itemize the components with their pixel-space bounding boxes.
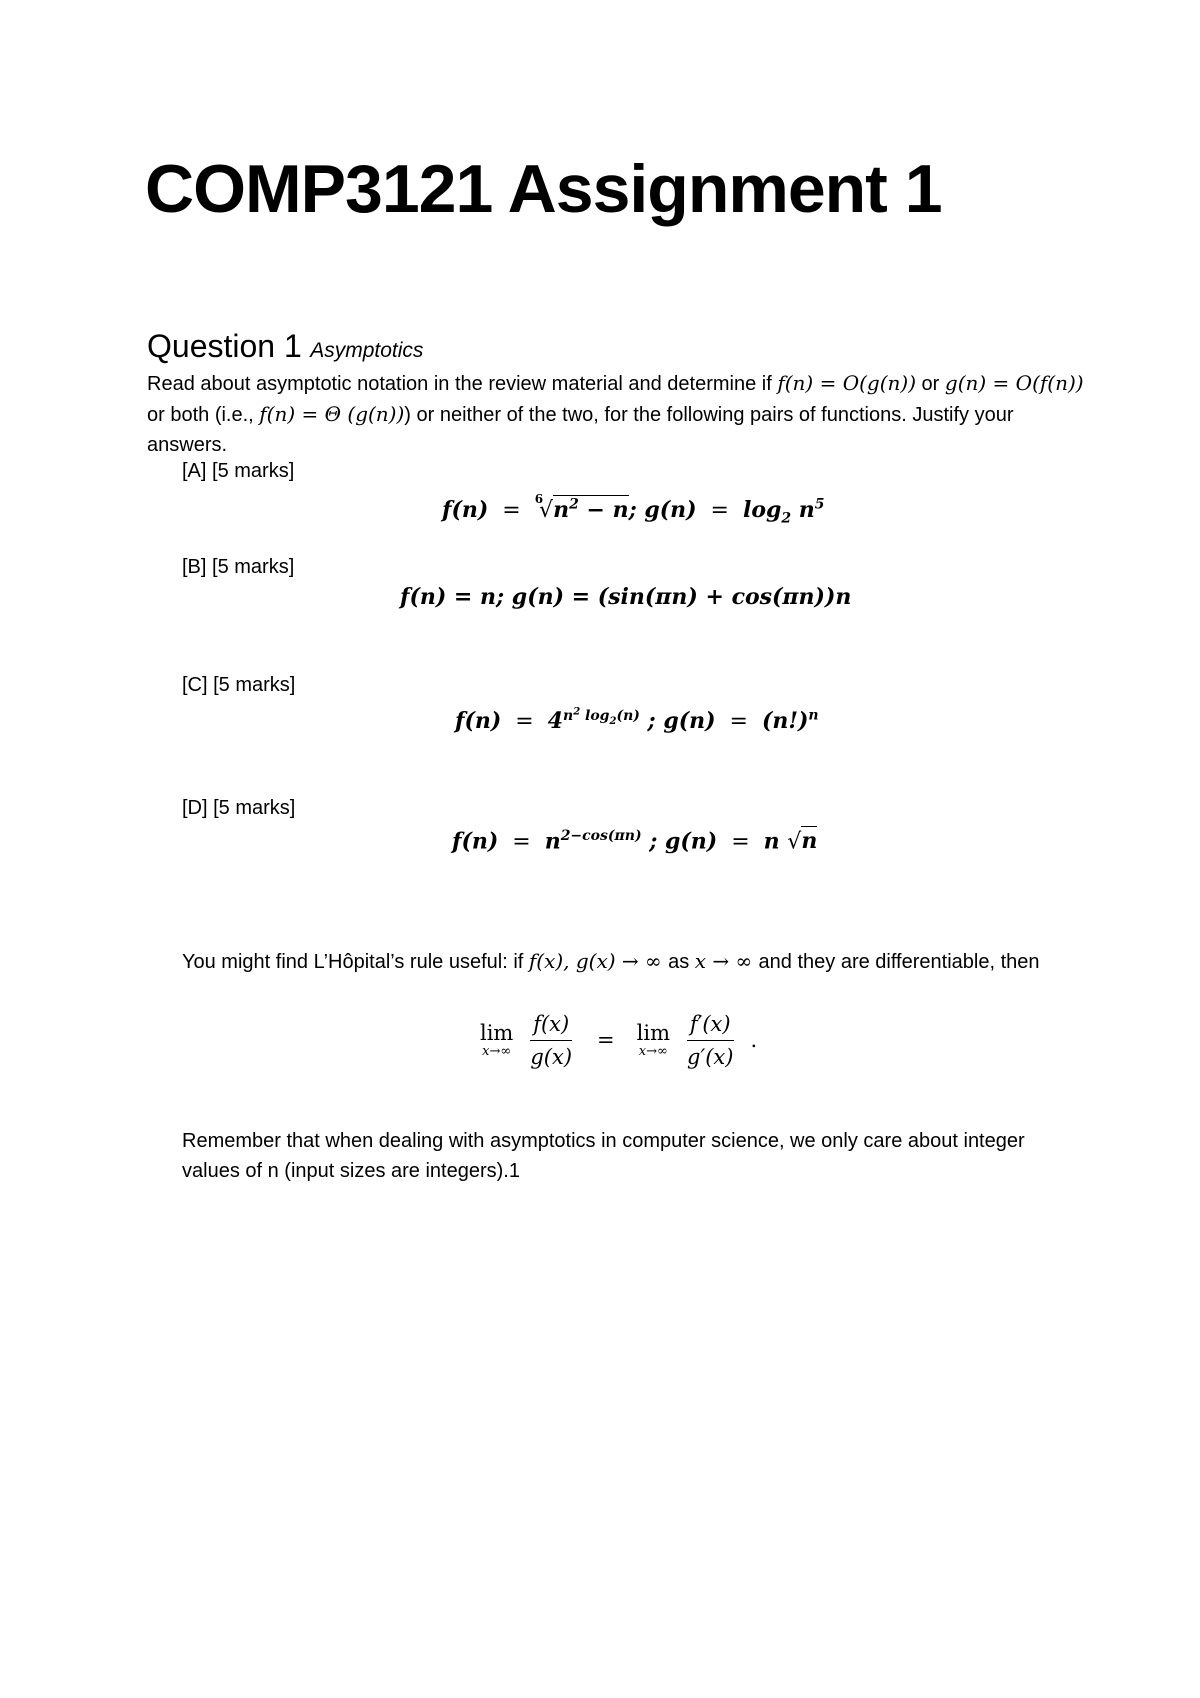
part-a-label: [A] [5 marks] [182, 460, 295, 482]
intro-text-1: Read about asymptotic notation in the review material and determine if [147, 373, 778, 395]
lhopital-text-2: as [668, 951, 695, 973]
intro-math-3: f(n) = Θ (g(n)) [259, 402, 405, 426]
question-heading [147, 328, 423, 365]
lhopital-paragraph [182, 946, 1062, 977]
question-topic: Asymptotics [310, 339, 424, 362]
part-c-formula: $f(n) = 4^{n^2 log_2(n)}$ ; $g(n) = (n!)^n$ [455, 706, 819, 734]
fraction-left: $\frac{f(x)}{g(x)}$ [530, 1011, 573, 1069]
part-c-label: [C] [5 marks] [182, 674, 296, 696]
part-a-formula: $f(n) = ^6√n^2 - n$; $g(n) = \log_2 n^5$ [442, 492, 825, 527]
part-d-formula: $f(n) = n^{2-cos(\pi n)}$ ; g(n) = n √n [452, 828, 818, 855]
intro-text-4: ) or neither of the two, for the following pairs of functions. Justify your answers. [147, 404, 1014, 456]
part-d-label: [D] [5 marks] [182, 797, 296, 819]
part-b-formula: f(n) = n; g(n) = (sin(πn) + cos(πn))n [400, 584, 852, 610]
lhopital-arrow-2: → ∞ [706, 949, 759, 973]
remember-paragraph: Remember that when dealing with asymptotics in computer science, we only care about integer values of n (input sizes are integers).1 [182, 1130, 1025, 1182]
intro-math-1: f(n) = O(g(n)) [777, 371, 916, 395]
question-number: Question 1 [147, 328, 302, 364]
document-title: COMP3121 Assignment 1 [145, 151, 942, 227]
equals-sign: = [597, 1028, 615, 1052]
lhopital-math-x: x [694, 949, 707, 973]
equation-period: . [750, 1028, 758, 1052]
intro-math-2: g(n) = O(f(n)) [944, 371, 1084, 395]
question-intro [147, 368, 1087, 460]
lhopital-equation [480, 1005, 757, 1075]
lhopital-math-fg: f(x), g(x) [528, 949, 616, 973]
lhopital-arrow-1: → ∞ [615, 949, 669, 973]
intro-text-3: or both (i.e., [147, 404, 260, 426]
fraction-right: $\frac{f'(x)}{g'(x)}$ [687, 1011, 734, 1069]
limit-left: lim x→∞ [480, 1021, 514, 1059]
intro-text-2: or [916, 373, 945, 395]
part-b-label: [B] [5 marks] [182, 556, 295, 578]
lhopital-text-1: You might find L’Hôpital’s rule useful: if [182, 951, 529, 973]
limit-right: lim x→∞ [636, 1021, 670, 1059]
lhopital-text-3: and they are differentiable, then [758, 951, 1040, 973]
